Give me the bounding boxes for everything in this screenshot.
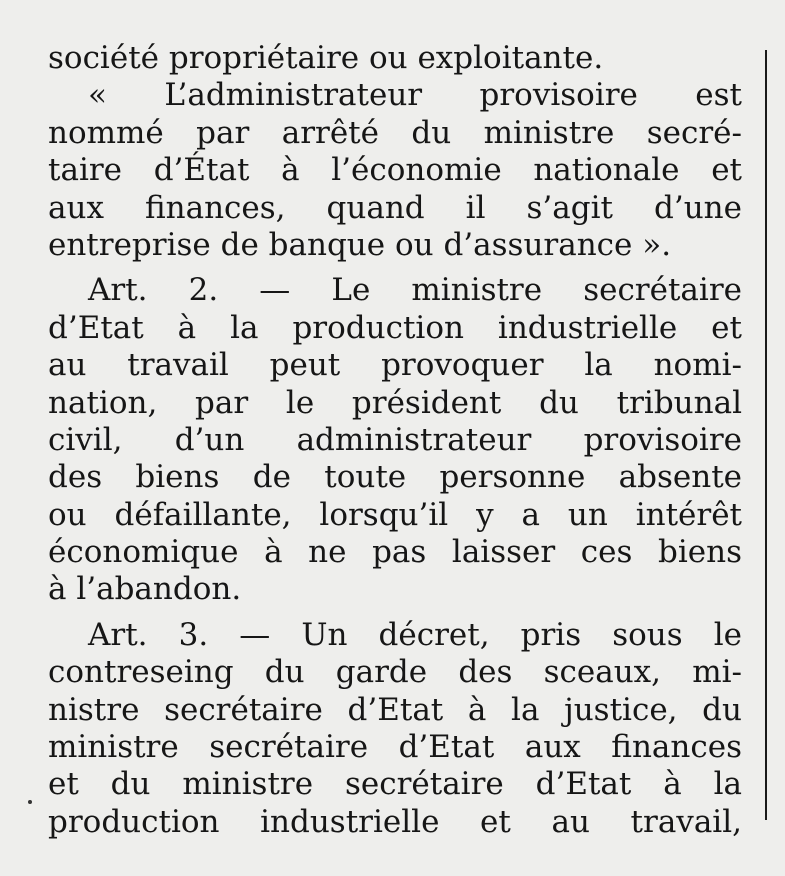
text-line: nommé par arrêté du ministre secré- — [48, 114, 742, 151]
text-line: production industrielle et au travail, — [48, 803, 742, 840]
text-line: économique à ne pas laisser ces biens — [48, 534, 742, 571]
text-line: Art. 3. — Un décret, pris sous le — [88, 616, 742, 653]
text-line: contreseing du garde des sceaux, mi- — [48, 654, 742, 691]
text-line: aux finances, quand il s’agit d’une — [48, 189, 742, 226]
text-line: des biens de toute personne absente — [48, 459, 742, 496]
text-line: ministre secrétaire d’Etat aux finances — [48, 729, 742, 766]
text-line: à l’abandon. — [48, 571, 242, 608]
column-divider — [765, 50, 767, 820]
text-line: civil, d’un administrateur provisoire — [48, 421, 742, 458]
text-line: et du ministre secrétaire d’Etat à la — [48, 766, 742, 803]
text-line: nation, par le président du tribunal — [48, 384, 742, 421]
text-line: nistre secrétaire d’Etat à la justice, du — [48, 691, 742, 728]
paragraph-quote — [48, 77, 742, 264]
text-line: société propriétaire ou exploitante. — [48, 40, 604, 76]
text-line: taire d’État à l’économie nationale et — [48, 152, 742, 189]
text-line: ou défaillante, lorsqu’il y a un intérêt — [48, 496, 742, 533]
paragraph-article-3 — [48, 617, 742, 841]
text-line: d’Etat à la production industrielle et — [48, 309, 742, 346]
text-line: au travail peut provoquer la nomi- — [48, 347, 742, 384]
document-body — [48, 40, 742, 841]
text-line: Art. 2. — Le ministre secrétaire — [88, 272, 742, 309]
text-line: entreprise de banque ou d’assurance ». — [48, 226, 672, 263]
print-speck — [28, 800, 32, 804]
paragraph-continuation — [48, 40, 742, 77]
paragraph-article-2 — [48, 272, 742, 609]
text-line: « L’administrateur provisoire est — [88, 77, 742, 114]
